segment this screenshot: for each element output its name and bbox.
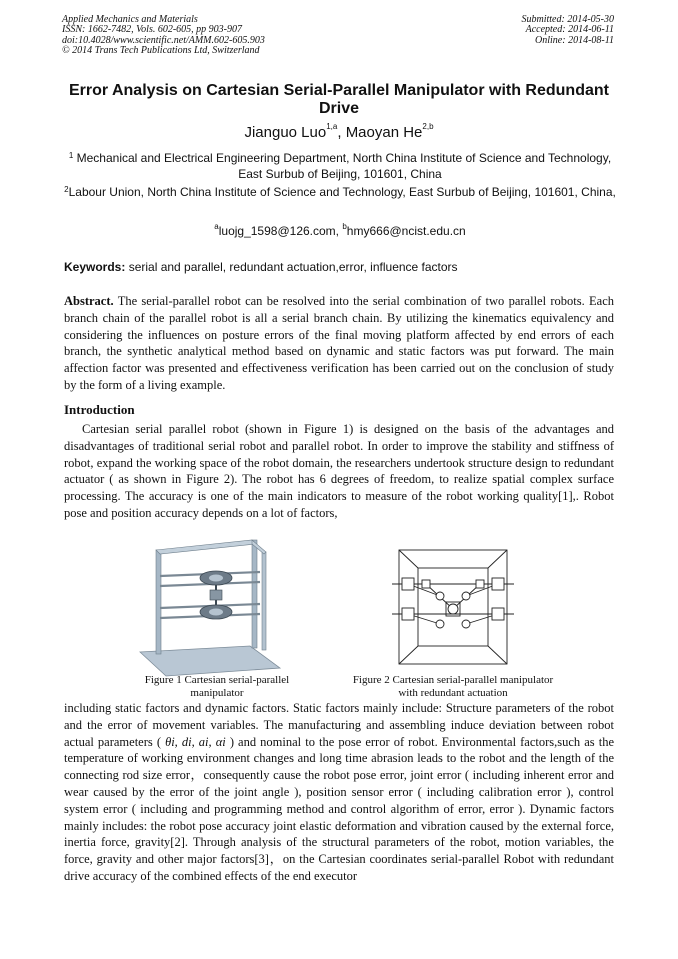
aff2-text: Labour Union, North China Institute of Science and Technology, East Surbub of Beijing, 101601, China, — [68, 185, 616, 199]
online-date: Online: 2014-08-11 — [535, 34, 614, 46]
figure-1-caption — [124, 674, 310, 700]
submitted-date: Submitted: 2014-05-30 — [521, 14, 614, 25]
doi: doi:10.4028/www.scientific.net/AMM.602-605.903 — [62, 34, 265, 46]
author-line — [60, 124, 618, 141]
email-a-sup: a — [214, 222, 219, 231]
abstract-label: Abstract. — [64, 294, 114, 308]
introduction-heading: Introduction — [64, 402, 135, 417]
author-2-sup: 2,b — [422, 122, 434, 131]
figure-2-caption-line-1: Figure 2 Cartesian serial-parallel manipulator — [352, 674, 554, 686]
emails — [64, 224, 616, 238]
figure-1-image — [134, 532, 284, 680]
para2-text-a: including static factors and dynamic factors. Static factors mainly include: Structure parameters of the robot and the error of movement variables. The manufacturing and assembling induce deviation between robot actual parameters ( — [64, 701, 614, 749]
copyright: © 2014 Trans Tech Publications Ltd, Switzerland — [62, 45, 260, 57]
figure-2-caption — [338, 674, 568, 700]
keywords-text: serial and parallel, redundant actuation,error, influence factors — [125, 260, 458, 274]
figure-2-image — [388, 546, 518, 670]
journal-header-left — [62, 15, 265, 57]
abstract-text: The serial-parallel robot can be resolved into the serial combination of two parallel robots. Each branch chain of the parallel robot is all a serial branch chain. By utilizing the kinematics equivalency and considering the influences on posture errors of the final moving platform affected by end errors of each branch, the synthetic analytical method based on dynamic and static factors was put forward. The main affection factor was presented and effectiveness verification has been carried out on the conclusion of study by the form of a living example. — [64, 294, 614, 392]
email-b-sup: b — [342, 222, 347, 231]
aff1-text: Mechanical and Electrical Engineering Department, North China Institute of Science and Technology, East Surbub of Beijing, 101601, China — [76, 151, 612, 181]
introduction-para-1: Cartesian serial parallel robot (shown in Figure 1) is designed on the basis of the advantages and disadvantages of traditional serial robot and parallel robot. In order to improve the stability and stiffness of robot, expand the working space of the robot domain, the researchers undertook structure design to redundant actuator ( as shown in Figure 2). The robot has 6 degrees of freedom, to realize spatial complex surface processing. The accuracy is one of the main indicators to measure of the robot working quality[1],. Robot pose and position accuracy depends on a lot of factors, — [64, 422, 614, 520]
author-2: Maoyan He — [345, 124, 423, 141]
affiliation-1 — [64, 150, 616, 182]
figure-1-caption-line-2: manipulator — [190, 687, 244, 699]
figure-1-caption-line-1: Figure 1 Cartesian serial-parallel — [144, 674, 290, 686]
accepted-date: Accepted: 2014-06-11 — [525, 24, 614, 36]
abstract — [64, 293, 614, 394]
paper-title: Error Analysis on Cartesian Serial-Parallel Manipulator with Redundant Drive — [69, 82, 609, 117]
keywords-label: Keywords: — [64, 260, 126, 274]
aff1-sup: 1 — [68, 151, 74, 160]
para2-text-b: ) and nominal to the pose error of robot. Environmental factors,such as the temperature of working environment changes and long time abrasion leads to the robot and the length of the connecting rod size error，consequently cause the robot pose error, joint error ( including inherent error and wear caused by the error of the joint angle ), position sensor error ( including calibration error ), control system error ( including and programming method and control algorithm of error, error ). Dynamic factors mainly includes: the robot pose accuracy joint elastic deformation and vibration caused by the external force, inertia force, gravity[2]. Through analysis of the structural parameters of the robot, motion variables, the force, gravity and other major factors[3]，on the Cartesian coordinates serial-parallel Robot with redundant drive accuracy of the combined effects of the end executor — [64, 734, 614, 883]
issn: ISSN: 1662-7482, Vols. 602-605, pp 903-907 — [62, 24, 242, 36]
introduction-para-2 — [64, 700, 614, 885]
email-b[interactable]: hmy666@ncist.edu.cn — [346, 224, 466, 238]
figure-2-caption-line-2: with redundant actuation — [398, 687, 508, 699]
email-a[interactable]: luojg_1598@126.com, — [218, 224, 343, 238]
affiliation-2 — [64, 184, 616, 200]
journal-name: Applied Mechanics and Materials — [62, 14, 198, 25]
author-1-sup: 1,a — [326, 122, 338, 131]
keywords — [64, 260, 458, 274]
author-separator: , — [337, 124, 346, 141]
author-1: Jianguo Luo — [244, 124, 327, 141]
dh-parameters-math: θi, di, ai, αi — [165, 734, 226, 749]
aff2-sup: 2 — [64, 185, 69, 194]
journal-header-right — [522, 15, 615, 46]
